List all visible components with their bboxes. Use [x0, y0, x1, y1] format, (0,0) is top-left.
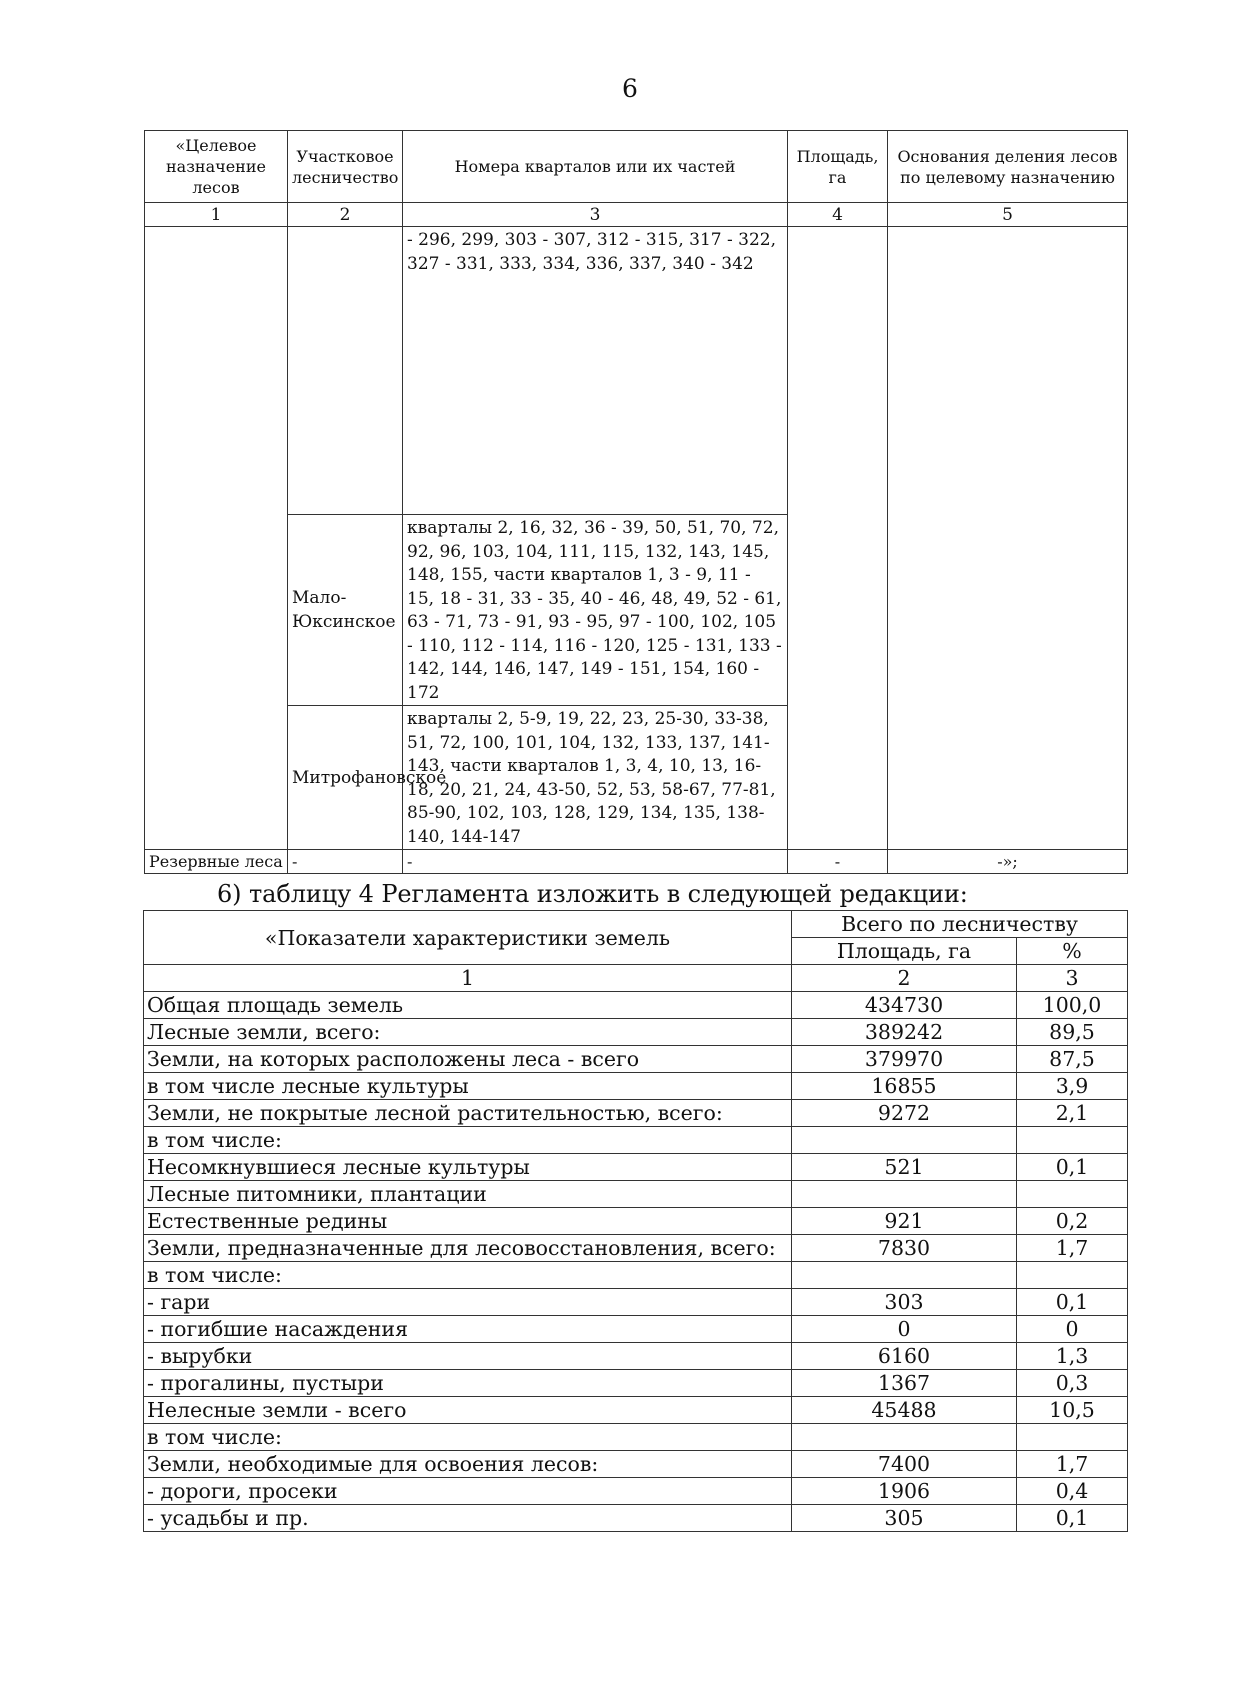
row-label: Земли, необходимые для освоения лесов: [144, 1451, 792, 1478]
table-row [144, 1073, 1128, 1100]
lesnichestvo-cell: Мало-Юксинское [288, 515, 403, 706]
row-label: Несомкнувшиеся лесные культуры [144, 1154, 792, 1181]
col-number: 5 [888, 203, 1128, 227]
table-row [144, 1451, 1128, 1478]
col-number: 2 [288, 203, 403, 227]
col-number: 3 [1017, 965, 1128, 992]
reserve-cell: - [788, 850, 888, 874]
header-total: Всего по лесничеству [792, 911, 1128, 938]
row-label: Земли, на которых расположены леса - всего [144, 1046, 792, 1073]
header-area: Площадь, га [788, 131, 888, 203]
row-pct: 0,3 [1017, 1370, 1128, 1397]
row-label: - дороги, просеки [144, 1478, 792, 1505]
quarters-cell: кварталы 2, 16, 32, 36 - 39, 50, 51, 70, 72, 92, 96, 103, 104, 111, 115, 132, 143, 145, 148, 155, части кварталов 1, 3 - 9, 11 - 15, 18 - 31, 33 - 35, 40 - 46, 48, 49, 52 - 61, 63 - 71, 73 - 91, 93 - 95, 97 - 100, 102, 105 - 110, 112 - 114, 116 - 120, 125 - 131, 133 - 142, 144, 146, 147, 149 - 151, 154, 160 - 172 [403, 515, 788, 706]
row-label: - усадьбы и пр. [144, 1505, 792, 1532]
table-row [144, 1019, 1128, 1046]
row-label: Земли, не покрытые лесной растительностью, всего: [144, 1100, 792, 1127]
row-area: 0 [792, 1316, 1017, 1343]
table-row [144, 1397, 1128, 1424]
area-cell [788, 227, 888, 850]
row-label: - погибшие насаждения [144, 1316, 792, 1343]
row-pct: 0,1 [1017, 1505, 1128, 1532]
table-row [144, 1262, 1128, 1289]
quarters-cell: - 296, 299, 303 - 307, 312 - 315, 317 - 322, 327 - 331, 333, 334, 336, 337, 340 - 342 [403, 227, 788, 515]
row-label: Общая площадь земель [144, 992, 792, 1019]
header-purpose: «Целевое назначение лесов [145, 131, 288, 203]
row-pct: 0,4 [1017, 1478, 1128, 1505]
row-area: 16855 [792, 1073, 1017, 1100]
land-characteristics-table [143, 910, 1128, 1532]
row-pct: 89,5 [1017, 1019, 1128, 1046]
table-row [144, 1424, 1128, 1451]
row-pct: 1,7 [1017, 1451, 1128, 1478]
row-area [792, 1262, 1017, 1289]
row-label: Естественные редины [144, 1208, 792, 1235]
row-pct: 0,1 [1017, 1154, 1128, 1181]
row-area: 45488 [792, 1397, 1017, 1424]
row-pct: 1,7 [1017, 1235, 1128, 1262]
table-row [144, 1100, 1128, 1127]
table-row [144, 1316, 1128, 1343]
row-pct [1017, 1181, 1128, 1208]
row-area: 921 [792, 1208, 1017, 1235]
row-label: Лесные земли, всего: [144, 1019, 792, 1046]
row-pct: 3,9 [1017, 1073, 1128, 1100]
header-indicators: «Показатели характеристики земель [144, 911, 792, 965]
row-pct: 2,1 [1017, 1100, 1128, 1127]
row-label: в том числе: [144, 1424, 792, 1451]
row-pct: 0 [1017, 1316, 1128, 1343]
header-lesnichestvo: Участковое лесничество [288, 131, 403, 203]
table-body [144, 992, 1128, 1532]
header-basis: Основания деления лесов по целевому назначению [888, 131, 1128, 203]
reserve-label: Резервные леса [145, 850, 288, 874]
row-pct [1017, 1424, 1128, 1451]
table-row [144, 1343, 1128, 1370]
row-area: 1906 [792, 1478, 1017, 1505]
row-label: Нелесные земли - всего [144, 1397, 792, 1424]
header-quarters: Номера кварталов или их частей [403, 131, 788, 203]
row-area: 379970 [792, 1046, 1017, 1073]
row-area [792, 1127, 1017, 1154]
row-label: - гари [144, 1289, 792, 1316]
row-area: 521 [792, 1154, 1017, 1181]
row-label: в том числе: [144, 1127, 792, 1154]
purpose-cell [145, 227, 288, 850]
header-area: Площадь, га [792, 938, 1017, 965]
reserve-cell: - [288, 850, 403, 874]
lesnichestvo-cell: Митрофановское [288, 706, 403, 850]
row-label: в том числе лесные культуры [144, 1073, 792, 1100]
row-area [792, 1181, 1017, 1208]
row-area: 303 [792, 1289, 1017, 1316]
col-number: 1 [145, 203, 288, 227]
table-row [144, 1505, 1128, 1532]
table-row [144, 1046, 1128, 1073]
row-pct: 87,5 [1017, 1046, 1128, 1073]
row-label: Лесные питомники, плантации [144, 1181, 792, 1208]
row-label: - прогалины, пустыри [144, 1370, 792, 1397]
row-area: 7400 [792, 1451, 1017, 1478]
table-row [144, 1127, 1128, 1154]
table-row [144, 992, 1128, 1019]
row-area: 9272 [792, 1100, 1017, 1127]
row-pct [1017, 1262, 1128, 1289]
table-row [144, 1289, 1128, 1316]
row-label: Земли, предназначенные для лесовосстановления, всего: [144, 1235, 792, 1262]
row-area: 1367 [792, 1370, 1017, 1397]
row-area: 389242 [792, 1019, 1017, 1046]
row-area: 305 [792, 1505, 1017, 1532]
col-number: 4 [788, 203, 888, 227]
intro-paragraph: 6) таблицу 4 Регламента изложить в следующей редакции: [217, 880, 968, 908]
table-row [144, 1154, 1128, 1181]
basis-cell [888, 227, 1128, 850]
reserve-cell: -»; [888, 850, 1128, 874]
col-number: 2 [792, 965, 1017, 992]
col-number: 3 [403, 203, 788, 227]
table-row [144, 1181, 1128, 1208]
table-row [144, 1370, 1128, 1397]
row-pct: 0,1 [1017, 1289, 1128, 1316]
row-area: 6160 [792, 1343, 1017, 1370]
row-pct: 10,5 [1017, 1397, 1128, 1424]
row-area: 7830 [792, 1235, 1017, 1262]
table-row [144, 1208, 1128, 1235]
row-pct [1017, 1127, 1128, 1154]
col-number: 1 [144, 965, 792, 992]
forest-purpose-table [144, 130, 1128, 874]
row-area [792, 1424, 1017, 1451]
header-percent: % [1017, 938, 1128, 965]
row-area: 434730 [792, 992, 1017, 1019]
row-pct: 1,3 [1017, 1343, 1128, 1370]
row-label: - вырубки [144, 1343, 792, 1370]
quarters-cell: кварталы 2, 5-9, 19, 22, 23, 25-30, 33-38, 51, 72, 100, 101, 104, 132, 133, 137, 141-143, части кварталов 1, 3, 4, 10, 13, 16-18, 20, 21, 24, 43-50, 52, 53, 58-67, 77-81, 85-90, 102, 103, 128, 129, 134, 135, 138-140, 144-147 [403, 706, 788, 850]
row-label: в том числе: [144, 1262, 792, 1289]
row-pct: 0,2 [1017, 1208, 1128, 1235]
row-pct: 100,0 [1017, 992, 1128, 1019]
lesnichestvo-cell [288, 227, 403, 515]
table-row [144, 1478, 1128, 1505]
table-row [144, 1235, 1128, 1262]
reserve-cell: - [403, 850, 788, 874]
page-number: 6 [622, 74, 638, 103]
